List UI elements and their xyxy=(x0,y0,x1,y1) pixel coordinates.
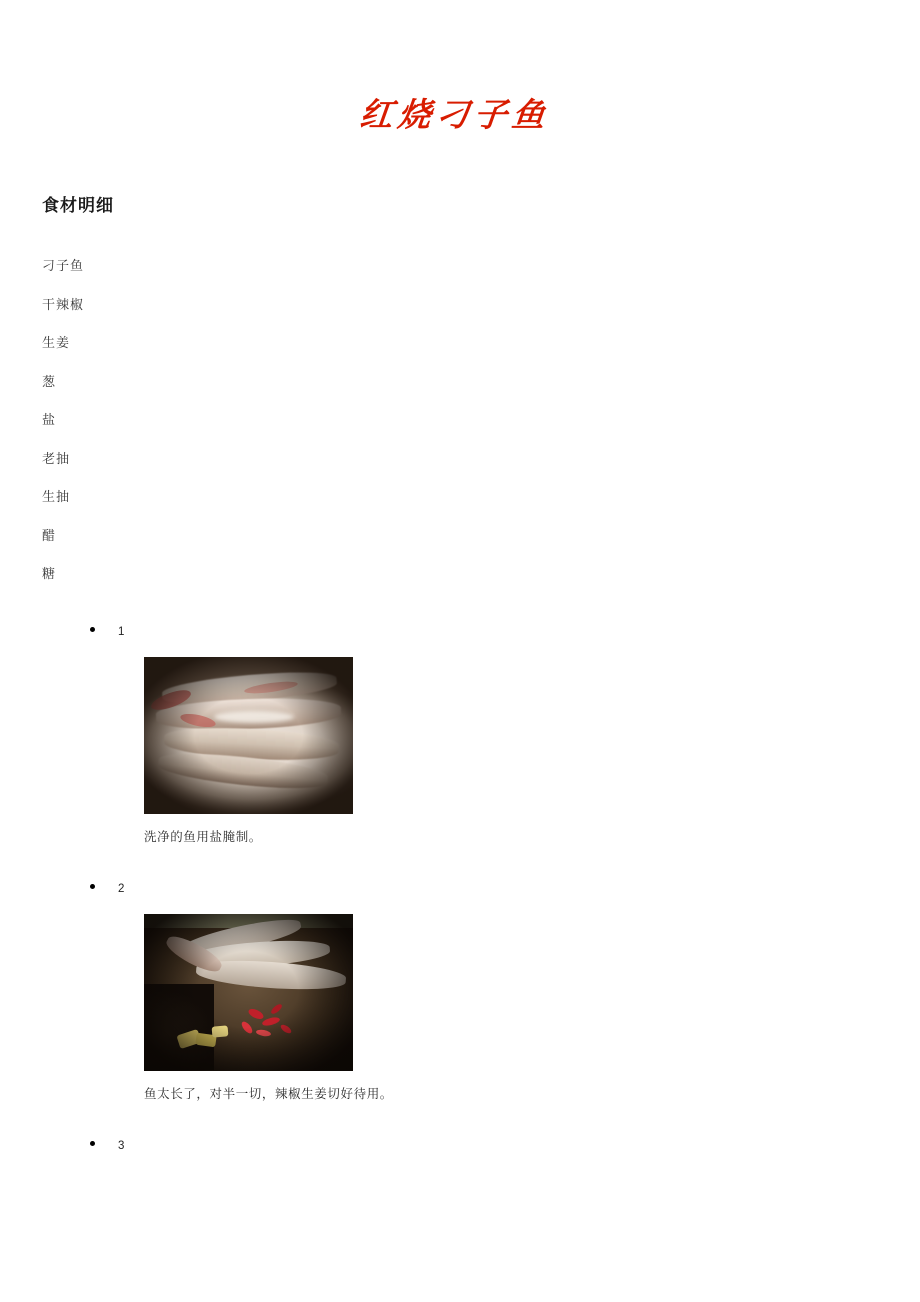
step-number: 2 xyxy=(118,882,125,895)
page-title: 红烧刁子鱼 xyxy=(357,98,552,134)
list-item xyxy=(118,1136,878,1156)
step-number-row xyxy=(118,622,878,642)
list-item: 刁子鱼 xyxy=(42,258,85,273)
step-body xyxy=(118,642,878,845)
step-list xyxy=(42,594,878,1156)
list-item xyxy=(118,622,878,845)
bullet-icon xyxy=(90,627,95,632)
step-number: 1 xyxy=(118,625,125,638)
ingredients-heading: 食材明细 xyxy=(42,196,114,215)
step-number-row xyxy=(118,879,878,899)
vignette-overlay xyxy=(144,657,353,814)
step-2-photo xyxy=(144,914,353,1071)
step-number-row xyxy=(118,1136,878,1156)
step-number: 3 xyxy=(118,1139,125,1152)
step-caption: 洗净的鱼用盐腌制。 xyxy=(144,829,262,844)
list-item: 葱 xyxy=(42,373,57,389)
bullet-icon xyxy=(90,1141,95,1146)
vignette-overlay xyxy=(144,914,353,1071)
list-item: 老抽 xyxy=(42,450,71,466)
list-item xyxy=(118,879,878,1102)
list-item: 糖 xyxy=(42,566,57,581)
step-body xyxy=(118,899,878,1102)
step-caption: 鱼太长了，对半一切，辣椒生姜切好待用。 xyxy=(144,1086,393,1101)
list-item: 干辣椒 xyxy=(42,296,85,312)
list-item: 盐 xyxy=(42,412,57,427)
bullet-icon xyxy=(90,884,95,889)
step-1-photo xyxy=(144,657,353,814)
list-item: 醋 xyxy=(42,527,57,543)
list-item: 生姜 xyxy=(42,335,71,350)
list-item: 生抽 xyxy=(42,489,71,504)
ingredient-list xyxy=(42,216,878,594)
